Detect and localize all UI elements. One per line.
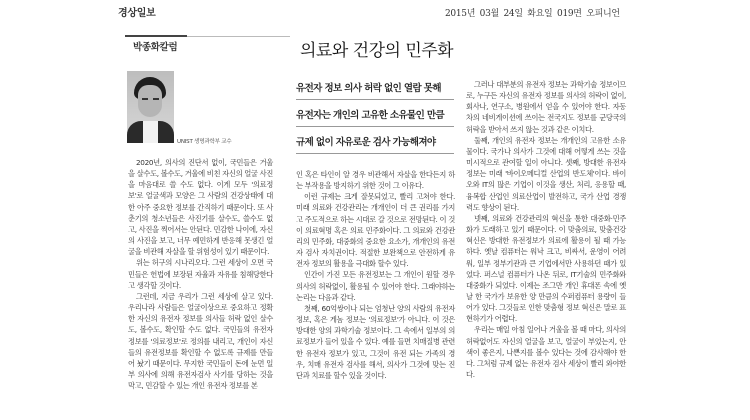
newspaper-masthead: 경상일보 <box>118 8 156 19</box>
author-photo-collar <box>143 121 158 143</box>
paragraph: 둘째, 개인의 유전자 정보는 개개인의 고유한 소유물이다. 국가나 의사가 그것에 대해 어떻게 쓰는 것을 미시적으로 관여할 일이 아니다. 셋째, 방대한 유전자 정보는 미래 '바이오메디컬 산업의 반도체'이다. 바이오와 IT의 많은 기업이 이것을 생산, 처리, 응용할 때, 융복합 산업인 의료산업이 발전하고, 국가 산업 경쟁력도 향상이 된다. <box>466 135 626 212</box>
paragraph: 넷째, 의료와 건강관리의 혁신을 통한 대중화·민주화가 도래하고 있기 때문이다. 이 맞춤의료, 맞춤건강 혁신은 방대한 유전정보가 의료에 활용이 될 때 가능하다. 옛날 컴퓨터는 워낙 크고, 비싸서, 운영이 어려워, 일부 정부기관과 큰 기업에서만 사용하던 때가 있었다. 퍼스널 컴퓨터가 나온 뒤로, IT기술의 민주화와 대중화가 되었다. 이제는 조그만 개인 휴대폰 속에 옛날 한 국가가 보유한 양 만큼의 수퍼컴퓨터 용량이 들어가 있다. 그것들로 인한 맞춤형 정보 혁신은 말로 표현하기가 어렵다. <box>466 213 626 324</box>
paragraph: 그런데, 지금 우리가 그런 세상에 살고 있다. 우리나라 사람들은 얼굴이상으로 중요하고 정확한 자신의 유전자 정보를 의사들 허락 없인 살수도, 볼수도, 확인할 수도 없다. 국민들의 유전자 정보를 '의료정보'로 정의를 내리고, 개인이 자신들의 유전정보를 확인할 수 없도록 규제를 만들어 놨기 때문이다. 무지한 국민들이 돈에 눈먼 일부 의사에 의해 유전자검사 사기를 당하는 것을 막고, 민감할 수 있는 개인 유전자 정보를 본 <box>128 291 273 391</box>
article-column-1 <box>128 157 273 391</box>
paragraph: 첫째, 60억쌍이나 되는 엄청난 양의 사람의 유전자 정보, 혹은 게놈 정보는 '의료정보'가 아니다. 이 것은 방대한 양의 과학기술 정보이다. 그 속에서 일부의 의료정보가 들어 있을 수 있다. 예를 들면 치매질병 관련한 유전자 정보가 있고, 그것이 유전 되는 가족의 경우, 치매 유전자 검사를 해서, 의사가 그것에 맞는 진단과 치료를 할수 있을 것이다. <box>296 303 455 380</box>
author-photo-eye <box>153 98 159 100</box>
paragraph: 인 혹은 타인이 알 경우 비관해서 자살을 한다든지 하는 부작용을 방지하기 위한 것이 그 이유다. <box>296 170 455 191</box>
author-title: UNIST 생명과학부 교수 <box>177 139 232 145</box>
author-photo-face <box>138 85 162 117</box>
paragraph: 2020년, 의사의 진단서 없이, 국민들은 거울을 살수도, 볼수도, 거울에 비친 자신의 얼굴 사진을 마음대로 쓸 수도 없다. 이게 모두 '의료정보'로 얼굴색과 모양은 그 사람의 건강상태에 대한 아주 중요한 정보를 간직하기 때문이다. 또 사춘기의 청소년들은 사진기를 살수도, 쓸수도 없고, 사진을 찍어서는 안된다. 민감한 나이에, 자신의 사진을 보고, 너무 예민하게 반응해 못생긴 얼굴을 비관해 자살을 할 위험성이 있기 때문이다. <box>128 158 274 257</box>
author-photo <box>127 71 174 143</box>
paragraph: 인간이 가진 모든 유전정보는 그 개인이 원할 경우 의사의 허락없이, 활용될 수 있어야 한다. 그래야하는 논리는 다음과 같다. <box>296 270 455 302</box>
author-photo-eye <box>142 98 148 100</box>
column-name: 박종화칼럼 <box>133 42 178 53</box>
subheadline: 유전자 정보 의사 허락 없인 열람 못해 <box>296 80 454 100</box>
article-column-2 <box>296 169 455 381</box>
column-header-rule-accent <box>125 35 187 37</box>
column-header-rule <box>125 36 290 37</box>
paragraph: 위는 허구의 시나리오다. 그런 세상이 오면 국민들은 헌법에 보장된 자율과 자유를 침해당한다고 생각할 것이다. <box>128 258 273 290</box>
publication-dateline: 2015년 03월 24일 화요일 019면 오피니언 <box>445 9 620 19</box>
subheadlines <box>296 80 454 161</box>
subheadline: 유전자는 개인의 고유한 소유물인 만큼 <box>296 107 454 127</box>
article-column-3 <box>466 79 626 380</box>
paragraph: 그러나 대부분의 유전자 정보는 과학기술 정보이므로, 누구든 자신의 유전자 정보를 의사의 허락이 없이, 회사나, 연구소, 병원에서 얻을 수 있어야 한다. 자동차의 네비게이션에 쓰이는 전국지도 정보를 군당국의 허락을 받아서 쓰지 않는 것과 같은 이치다. <box>466 80 626 134</box>
article-headline: 의료와 건강의 민주화 <box>300 41 454 61</box>
paragraph: 이런 규제는 크게 잘못되었고, 빨리 고쳐야 한다. 미래 의료와 건강관리는 개개인이 더 큰 권리를 가지고 주도적으로 하는 시대로 갈 것으로 전망된다. 이 것이 의료혁명 혹은 의료 민주화이다. 그 의료와 건강관리의 민주화, 대중화의 중요한 요소가, 개개인의 유전자 검사 자치권이다. 적절한 보완책으로 안전하게 유전자 정보의 활용을 극대화 할수 있다. <box>296 192 455 269</box>
subheadline: 규제 없이 자유로운 검사 가능해져야 <box>296 134 454 154</box>
paragraph: 우리는 매일 아침 일어나 거울을 볼 때 마다, 의사의 허락없어도 자신의 얼굴을 보고, 얼굴이 부었는지, 안색이 좋은지, 나쁜지를 볼수 있다는 것에 감사해야 한다. 그처럼 규제 없는 유전자 검사 세상이 빨리 와야한다. <box>466 325 626 380</box>
